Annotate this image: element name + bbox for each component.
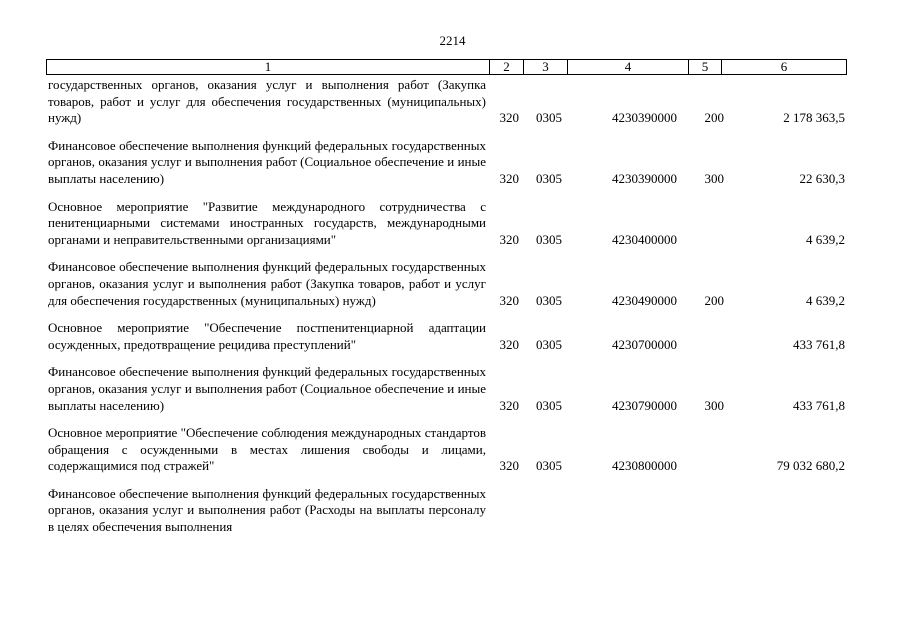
row-amount: 2 178 363,5 <box>783 110 845 126</box>
header-col-6: 6 <box>780 59 788 74</box>
table-row <box>46 138 847 188</box>
row-description: Финансовое обеспечение выполнения функций федеральных государственных органов, оказания услуг и выполнения работ (Расходы на выплаты персоналу в целях обеспечения выполнения <box>48 485 486 535</box>
row-target-code: 4230700000 <box>612 336 677 352</box>
row-expense-type: 200 <box>704 110 724 126</box>
row-description: Основное мероприятие "Обеспечение постпенитенциарной адаптации осужденных, предотвращение рецидива преступлений" <box>48 320 486 352</box>
row-ministry-code: 320 <box>499 292 519 308</box>
row-expense-type: 300 <box>704 170 724 186</box>
row-amount: 79 032 680,2 <box>776 458 845 474</box>
row-description: Финансовое обеспечение выполнения функций федеральных государственных органов, оказания услуг и выполнения работ (Закупка товаров, работ и услуг для обеспечения государственных (муниципальных) нужд) <box>48 259 486 308</box>
row-description: Основное мероприятие "Развитие международного сотрудничества с пенитенциарными системами иностранных государств, международными органами и неправительственными организациями" <box>48 198 486 247</box>
row-ministry-code: 320 <box>499 110 519 126</box>
row-section-code: 0305 <box>536 231 562 247</box>
row-target-code: 4230400000 <box>612 231 677 247</box>
row-ministry-code: 320 <box>499 458 519 474</box>
row-ministry-code: 320 <box>499 170 519 186</box>
row-amount: 22 630,3 <box>799 170 845 186</box>
row-target-code: 4230490000 <box>612 292 677 308</box>
table-body <box>46 77 847 536</box>
table-row <box>46 425 847 475</box>
row-expense-type: 300 <box>704 397 724 413</box>
row-section-code: 0305 <box>536 397 562 413</box>
row-description: государственных органов, оказания услуг и выполнения работ (Закупка товаров, работ и услуг для обеспечения государственных (муниципальных) нужд) <box>48 77 486 126</box>
row-amount: 4 639,2 <box>806 292 845 308</box>
page-number: 2214 <box>439 33 466 48</box>
row-description: Основное мероприятие "Обеспечение соблюдения международных стандартов обращения с осужденными в местах лишения свободы и лицами, содержащимися под стражей" <box>48 425 486 474</box>
row-target-code: 4230390000 <box>612 110 677 126</box>
table-row <box>46 320 847 353</box>
header-col-5: 5 <box>689 60 722 74</box>
row-section-code: 0305 <box>536 336 562 352</box>
header-col-4: 4 <box>568 60 689 74</box>
table-row <box>46 199 847 249</box>
row-target-code: 4230390000 <box>612 170 677 186</box>
row-target-code: 4230800000 <box>612 458 677 474</box>
row-expense-type: 200 <box>704 292 724 308</box>
row-ministry-code: 320 <box>499 336 519 352</box>
header-col-1: 1 <box>47 60 490 74</box>
table-row <box>46 486 847 536</box>
row-section-code: 0305 <box>536 292 562 308</box>
row-section-code: 0305 <box>536 110 562 126</box>
row-amount: 433 761,8 <box>793 397 845 413</box>
row-amount: 4 639,2 <box>806 231 845 247</box>
row-section-code: 0305 <box>536 170 562 186</box>
table-row <box>46 77 847 127</box>
table-row <box>46 259 847 309</box>
row-section-code: 0305 <box>536 458 562 474</box>
row-ministry-code: 320 <box>499 231 519 247</box>
table-row <box>46 364 847 414</box>
row-ministry-code: 320 <box>499 397 519 413</box>
row-description: Финансовое обеспечение выполнения функций федеральных государственных органов, оказания услуг и выполнения работ (Социальное обеспечение и иные выплаты населению) <box>48 364 486 413</box>
row-description: Финансовое обеспечение выполнения функций федеральных государственных органов, оказания услуг и выполнения работ (Социальное обеспечение и иные выплаты населению) <box>48 137 486 186</box>
header-col-2: 2 <box>490 60 524 74</box>
table-header <box>46 59 847 75</box>
row-amount: 433 761,8 <box>793 336 845 352</box>
header-col-3: 3 <box>524 60 568 74</box>
row-target-code: 4230790000 <box>612 397 677 413</box>
